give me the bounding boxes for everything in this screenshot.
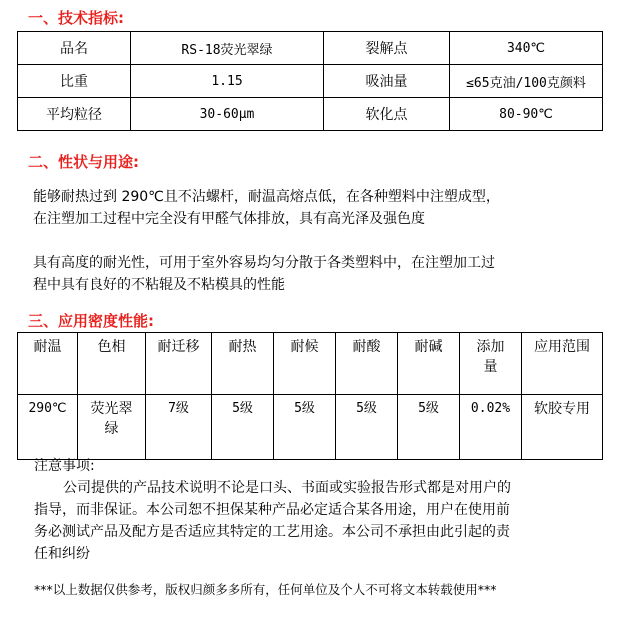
column-header: 耐酸 [336,333,398,395]
column-header: 耐温 [18,333,78,395]
table-cell: 5级 [274,395,336,460]
table-row [18,65,603,98]
paragraph-line: 具有高度的耐光性，可用于室外容易均匀分散于各类塑料中，在注塑加工过 [33,255,495,271]
performance-table [17,332,603,460]
table-header-row [18,333,603,395]
spec-value: 80-90℃ [450,98,603,131]
notice-line: 任和纠纷 [34,546,90,562]
spec-value: RS-18荧光翠绿 [131,32,324,65]
copyright-footer: ***以上数据仅供参考，版权归颜多多所有，任何单位及个人不可将文本转载使用*** [34,582,497,597]
table-row [18,395,603,460]
spec-label: 裂解点 [324,32,450,65]
column-header: 耐热 [212,333,274,395]
spec-value: 30-60μm [131,98,324,131]
notice-line: 指导，而非保证。本公司恕不担保某种产品必定适合某各用途，用户在使用前 [34,502,510,518]
spec-label: 比重 [18,65,131,98]
table-cell: 5级 [212,395,274,460]
paragraph-line: 在注塑加工过程中完全没有甲醛气体排放，具有高光泽及强色度 [33,211,425,227]
table-cell: 荧光翠绿 [78,395,146,460]
column-header: 应用范围 [522,333,603,395]
spec-label: 吸油量 [324,65,450,98]
column-header: 耐候 [274,333,336,395]
table-cell: 5级 [336,395,398,460]
table-row [18,98,603,131]
table-row [18,32,603,65]
table-cell: 5级 [398,395,460,460]
specs-table [17,31,603,131]
notice-title: 注意事项: [34,458,95,474]
column-header: 色相 [78,333,146,395]
spec-label: 软化点 [324,98,450,131]
spec-value: 1.15 [131,65,324,98]
column-header: 耐迁移 [146,333,212,395]
section-heading-specs: 一、技术指标: [28,9,124,27]
column-header: 添加量 [460,333,522,395]
notice-line: 公司提供的产品技术说明不论是口头、书面或实验报告形式都是对用户的 [63,480,511,496]
column-header: 耐碱 [398,333,460,395]
table-cell: 0.02% [460,395,522,460]
section-heading-performance: 三、应用密度性能: [28,312,154,330]
spec-value: ≤65克油/100克颜料 [450,65,603,98]
section-heading-properties: 二、性状与用途: [28,153,139,171]
paragraph-line: 能够耐热过到 290℃且不沾螺杆，耐温高熔点低，在各种塑料中注塑成型， [33,189,500,205]
properties-paragraph-2 [33,252,495,296]
notice-line: 务必测试产品及配方是否适应其特定的工艺用途。本公司不承担由此引起的责 [34,524,510,540]
table-cell: 7级 [146,395,212,460]
table-cell: 软胶专用 [522,395,603,460]
spec-label: 品名 [18,32,131,65]
spec-value: 340℃ [450,32,603,65]
paragraph-line: 程中具有良好的不粘辊及不粘模具的性能 [33,277,285,293]
spec-label: 平均粒径 [18,98,131,131]
properties-paragraph-1 [33,186,500,230]
table-cell: 290℃ [18,395,78,460]
